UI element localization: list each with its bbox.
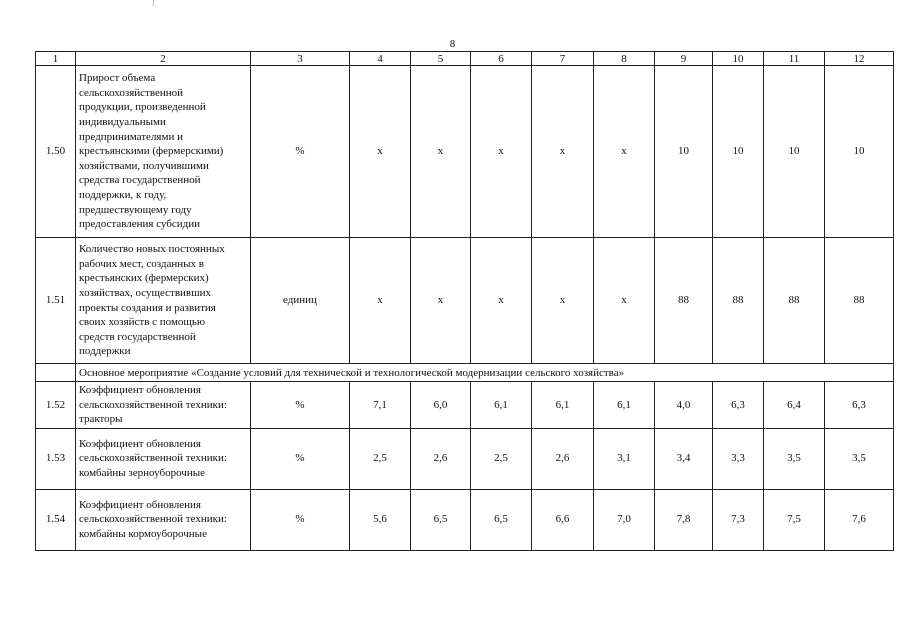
value-cell: 3,5 bbox=[825, 428, 894, 489]
value-cell: 4,0 bbox=[655, 382, 713, 429]
indicator-name-line: средств государственной bbox=[79, 330, 196, 343]
indicator-name-line: средства государственной bbox=[79, 174, 201, 187]
indicator-name-line: хозяйствами, получившими bbox=[79, 159, 209, 172]
indicator-name-line: крестьянскими (фермерскими) bbox=[79, 145, 224, 158]
value-cell: х bbox=[350, 66, 411, 238]
value-cell: 6,1 bbox=[594, 382, 655, 429]
value-cell: х bbox=[350, 238, 411, 364]
indicator-name-line: крестьянских (фермерских) bbox=[79, 272, 209, 285]
indicator-name-line: Коэффициент обновления bbox=[79, 498, 201, 511]
value-cell: 6,3 bbox=[825, 382, 894, 429]
indicator-name-line: тракторы bbox=[79, 413, 123, 426]
column-number-cell: 10 bbox=[713, 52, 764, 66]
value-cell: 2,6 bbox=[532, 428, 594, 489]
value-cell: х bbox=[594, 66, 655, 238]
column-number-cell: 2 bbox=[76, 52, 251, 66]
value-cell: х bbox=[532, 238, 594, 364]
value-cell: 6,1 bbox=[532, 382, 594, 429]
value-cell: х bbox=[532, 66, 594, 238]
value-cell: 2,6 bbox=[411, 428, 471, 489]
value-cell: 3,4 bbox=[655, 428, 713, 489]
scan-mark-top bbox=[153, 0, 154, 6]
column-number-cell: 1 bbox=[36, 52, 76, 66]
column-number-cell: 12 bbox=[825, 52, 894, 66]
value-cell: х bbox=[471, 66, 532, 238]
value-cell: 88 bbox=[713, 238, 764, 364]
value-cell: 6,6 bbox=[532, 489, 594, 550]
value-cell: 7,0 bbox=[594, 489, 655, 550]
value-cell: 7,5 bbox=[764, 489, 825, 550]
table-row bbox=[36, 382, 894, 429]
unit-cell: % bbox=[251, 489, 350, 550]
indicator-name-line: продукции, произведенной bbox=[79, 101, 206, 114]
column-number-cell: 11 bbox=[764, 52, 825, 66]
column-number-cell: 7 bbox=[532, 52, 594, 66]
indicator-name-line: Коэффициент обновления bbox=[79, 384, 201, 396]
value-cell: х bbox=[594, 238, 655, 364]
indicator-name-line: сельскохозяйственной техники: bbox=[79, 452, 227, 465]
value-cell: 3,5 bbox=[764, 428, 825, 489]
value-cell: х bbox=[411, 238, 471, 364]
indicator-name-line: сельскохозяйственной техники: bbox=[79, 513, 227, 526]
value-cell: 6,5 bbox=[471, 489, 532, 550]
value-cell: 88 bbox=[764, 238, 825, 364]
value-cell: х bbox=[411, 66, 471, 238]
column-number-cell: 5 bbox=[411, 52, 471, 66]
indicator-name-line: Прирост объема bbox=[79, 72, 156, 85]
row-number: 1.53 bbox=[36, 428, 76, 489]
unit-cell: % bbox=[251, 382, 350, 429]
row-number: 1.52 bbox=[36, 382, 76, 429]
value-cell: 2,5 bbox=[471, 428, 532, 489]
indicator-name-line: своих хозяйств с помощью bbox=[79, 316, 206, 329]
value-cell: 10 bbox=[713, 66, 764, 238]
value-cell: 3,3 bbox=[713, 428, 764, 489]
table-body bbox=[36, 52, 894, 551]
unit-cell: % bbox=[251, 66, 350, 238]
indicator-name bbox=[76, 66, 251, 238]
indicator-name-line: сельскохозяйственной техники: bbox=[79, 398, 227, 411]
value-cell: 6,0 bbox=[411, 382, 471, 429]
value-cell: 6,3 bbox=[713, 382, 764, 429]
value-cell: 6,4 bbox=[764, 382, 825, 429]
value-cell: 3,1 bbox=[594, 428, 655, 489]
indicator-name-line: хозяйствах, осуществивших bbox=[79, 286, 211, 299]
row-number: 1.50 bbox=[36, 66, 76, 238]
value-cell: 7,1 bbox=[350, 382, 411, 429]
indicator-name bbox=[76, 382, 251, 429]
value-cell: 6,5 bbox=[411, 489, 471, 550]
column-number-cell: 8 bbox=[594, 52, 655, 66]
value-cell: 88 bbox=[655, 238, 713, 364]
indicator-name-line: индивидуальными bbox=[79, 116, 166, 129]
value-cell: 10 bbox=[825, 66, 894, 238]
value-cell: 7,6 bbox=[825, 489, 894, 550]
indicator-name-line: поддержки bbox=[79, 345, 131, 358]
indicator-name-line: предшествующему году bbox=[79, 203, 192, 216]
indicator-name bbox=[76, 489, 251, 550]
indicator-table bbox=[35, 51, 894, 551]
value-cell: 7,8 bbox=[655, 489, 713, 550]
column-number-cell: 9 bbox=[655, 52, 713, 66]
table-row bbox=[36, 66, 894, 238]
row-number: 1.54 bbox=[36, 489, 76, 550]
row-number: 1.51 bbox=[36, 238, 76, 364]
section-number-cell bbox=[36, 364, 76, 382]
indicator-name-line: комбайны зерноуборочные bbox=[79, 467, 205, 480]
table-row bbox=[36, 428, 894, 489]
indicator-name-line: комбайны кормоуборочные bbox=[79, 528, 207, 541]
indicator-name-line: сельскохозяйственной bbox=[79, 86, 184, 99]
indicator-name bbox=[76, 238, 251, 364]
indicator-name-line: Количество новых постоянных bbox=[79, 243, 225, 256]
unit-cell: единиц bbox=[251, 238, 350, 364]
column-number-cell: 3 bbox=[251, 52, 350, 66]
indicator-name bbox=[76, 428, 251, 489]
value-cell: 10 bbox=[655, 66, 713, 238]
value-cell: 5,6 bbox=[350, 489, 411, 550]
page-number: 8 bbox=[449, 38, 456, 50]
indicator-name-line: Коэффициент обновления bbox=[79, 437, 201, 450]
value-cell: 7,3 bbox=[713, 489, 764, 550]
column-number-row bbox=[36, 52, 894, 66]
section-row bbox=[36, 364, 894, 382]
table-row bbox=[36, 489, 894, 550]
indicator-name-line: проекты создания и развития bbox=[79, 301, 216, 314]
table-row bbox=[36, 238, 894, 364]
value-cell: 2,5 bbox=[350, 428, 411, 489]
value-cell: 88 bbox=[825, 238, 894, 364]
column-number-cell: 6 bbox=[471, 52, 532, 66]
indicator-name-line: поддержки, к году, bbox=[79, 188, 167, 201]
section-title: Основное мероприятие «Создание условий для технической и технологической модернизации сельского хозяйства» bbox=[76, 364, 894, 382]
value-cell: 10 bbox=[764, 66, 825, 238]
indicator-name-line: предоставления субсидии bbox=[79, 218, 201, 231]
unit-cell: % bbox=[251, 428, 350, 489]
column-number-cell: 4 bbox=[350, 52, 411, 66]
value-cell: х bbox=[471, 238, 532, 364]
indicator-name-line: рабочих мест, созданных в bbox=[79, 257, 204, 270]
value-cell: 6,1 bbox=[471, 382, 532, 429]
indicator-name-line: предпринимателями и bbox=[79, 130, 183, 143]
